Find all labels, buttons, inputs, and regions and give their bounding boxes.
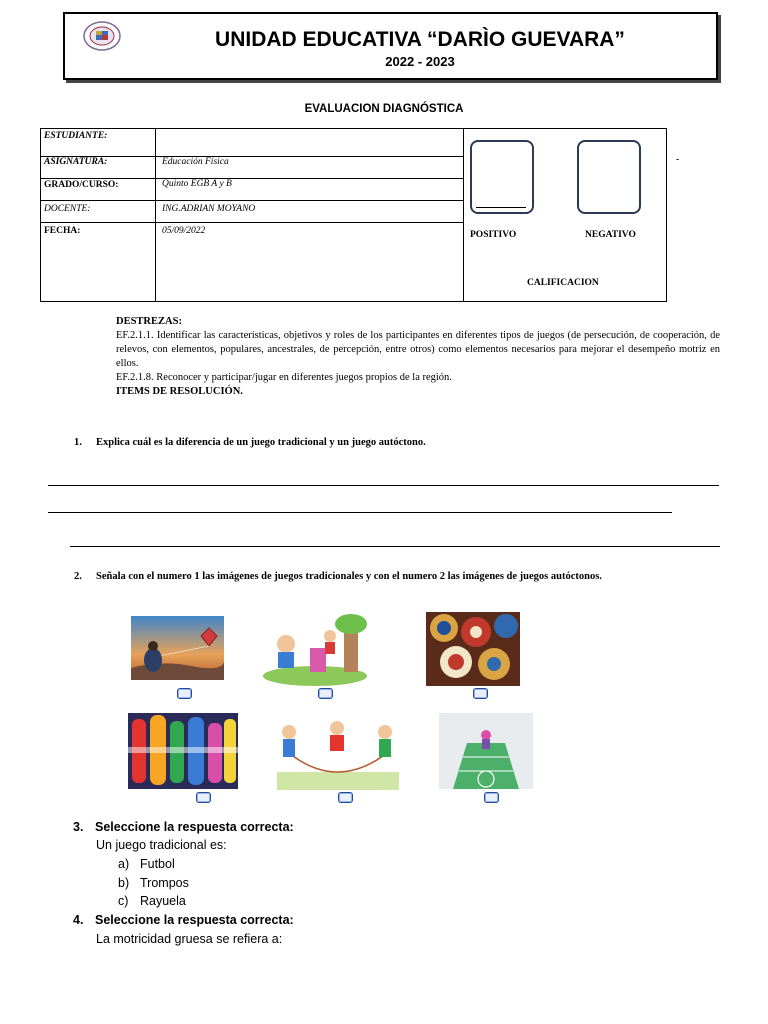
docente-value: ING.ADRIAN MOYANO	[162, 204, 256, 214]
spinning-tops-image	[426, 612, 520, 686]
margin-dash: -	[676, 154, 680, 165]
option-a-letter: a)	[118, 857, 130, 871]
answer-box[interactable]	[177, 688, 192, 699]
school-crest-icon	[82, 20, 122, 52]
answer-line[interactable]	[48, 512, 672, 513]
destrezas-heading: DESTREZAS:	[116, 316, 182, 327]
skill-1: EF.2.1.1. Identificar las características, objetivos y roles de los participantes en diferentes tipos de juegos (de persecución, de cooperación, de relevos, con elementos, populares, ancestrales, de percepción, entre otros) como elementos necesarios para mejorar el desempeño motriz en ellos.	[116, 330, 720, 369]
kite-flying-image	[131, 616, 224, 680]
question-4-prompt: La motricidad gruesa se refiera a:	[96, 932, 283, 946]
option-c-letter: c)	[118, 894, 129, 908]
answer-box[interactable]	[473, 688, 488, 699]
asignatura-label: ASIGNATURA:	[44, 157, 108, 167]
positivo-label: POSITIVO	[470, 230, 517, 240]
question-1-text: Explica cuál es la diferencia de un juego tradicional y un juego autóctono.	[96, 437, 426, 448]
answer-box[interactable]	[484, 792, 499, 803]
question-2-text: Señala con el numero 1 las imágenes de juegos tradicionales y con el numero 2 las imágenes de juegos autóctonos.	[96, 571, 602, 582]
hopscotch-image	[439, 713, 533, 789]
option-a[interactable]	[118, 857, 175, 871]
estudiante-field[interactable]	[160, 130, 456, 152]
jump-rope-image	[277, 718, 399, 790]
answer-line[interactable]	[48, 485, 719, 486]
calificacion-label: CALIFICACION	[527, 278, 599, 288]
option-b[interactable]	[118, 876, 189, 890]
table-divider	[463, 128, 464, 301]
table-rule	[40, 200, 464, 201]
question-4	[73, 913, 294, 927]
positivo-underline	[476, 207, 526, 208]
yoyos-image	[128, 713, 238, 789]
positivo-box[interactable]	[470, 140, 534, 214]
question-3-prompt: Un juego tradicional es:	[96, 838, 227, 852]
option-a-text: Futbol	[140, 857, 175, 871]
skill-2: EF.2.1.8. Reconocer y participar/jugar en diferentes juegos propios de la región.	[116, 372, 452, 383]
question-4-text: Seleccione la respuesta correcta:	[95, 913, 294, 927]
answer-box[interactable]	[338, 792, 353, 803]
estudiante-label: ESTUDIANTE:	[44, 131, 108, 141]
fecha-value: 05/09/2022	[162, 226, 206, 236]
info-table	[40, 128, 667, 302]
answer-box[interactable]	[196, 792, 211, 803]
question-4-number: 4.	[73, 913, 84, 927]
school-name: UNIDAD EDUCATIVA “DARÌO GUEVARA”	[215, 28, 625, 51]
question-2-number: 2.	[74, 571, 82, 582]
destrezas-section	[116, 315, 720, 399]
table-rule	[40, 178, 464, 179]
question-3	[73, 820, 294, 834]
asignatura-value: Educación Física	[162, 157, 229, 167]
question-1	[74, 437, 426, 448]
option-c[interactable]	[118, 894, 186, 908]
docente-label: DOCENTE:	[44, 204, 91, 214]
fecha-label: FECHA:	[44, 226, 81, 236]
question-1-number: 1.	[74, 437, 82, 448]
answer-line[interactable]	[70, 546, 720, 547]
grado-label: GRADO/CURSO:	[44, 180, 119, 190]
question-3-number: 3.	[73, 820, 84, 834]
answer-box[interactable]	[318, 688, 333, 699]
items-heading: ITEMS DE RESOLUCIÓN.	[116, 386, 243, 397]
table-divider	[155, 128, 156, 301]
option-b-text: Trompos	[140, 876, 189, 890]
question-2	[74, 571, 602, 582]
exam-title: EVALUACION DIAGNÓSTICA	[304, 103, 464, 115]
children-playing-image	[262, 614, 368, 686]
table-rule	[40, 222, 464, 223]
question-3-text: Seleccione la respuesta correcta:	[95, 820, 294, 834]
option-c-text: Rayuela	[140, 894, 186, 908]
negativo-label: NEGATIVO	[585, 230, 636, 240]
option-b-letter: b)	[118, 876, 130, 890]
school-year: 2022 - 2023	[385, 54, 455, 69]
negativo-box[interactable]	[577, 140, 641, 214]
grado-value: Quinto EGB A y B	[162, 179, 232, 189]
